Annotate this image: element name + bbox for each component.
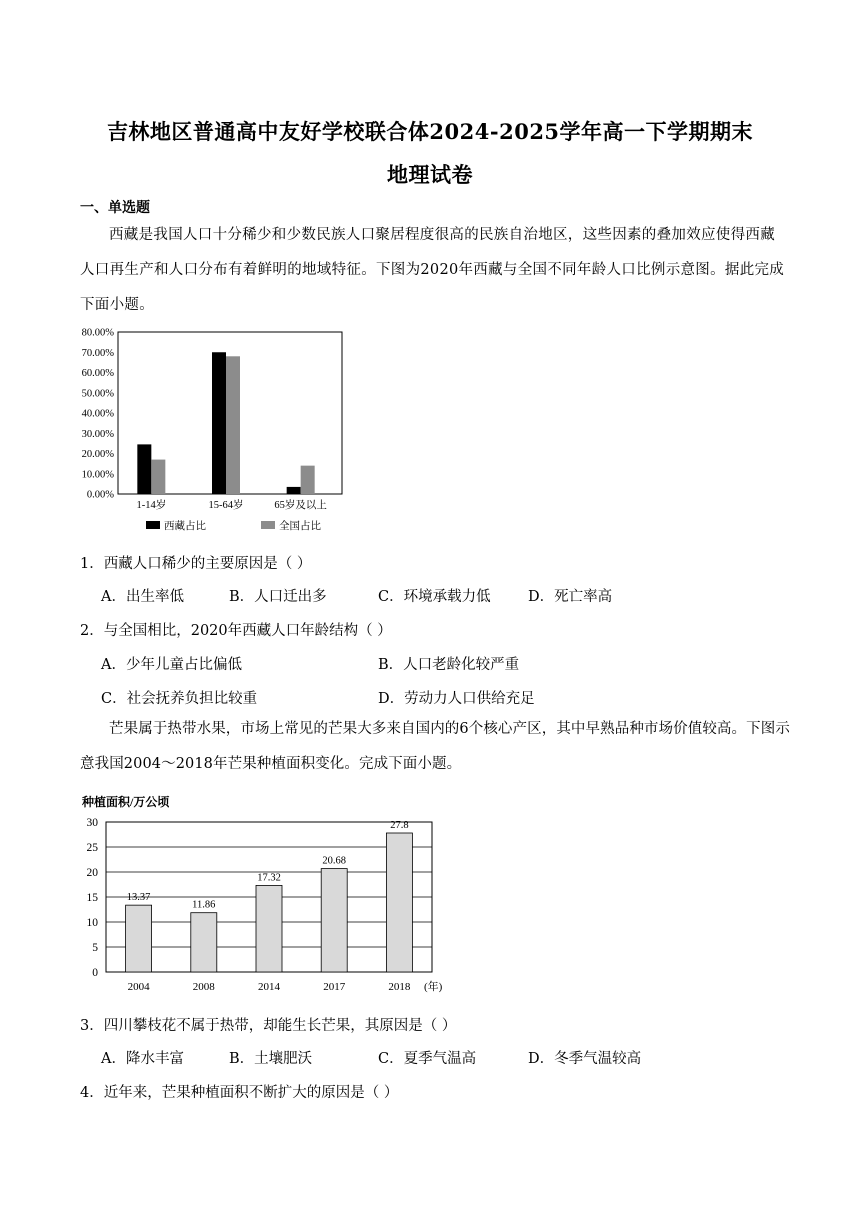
tibet-age-chart (70, 322, 360, 537)
x-tick-label: 1-14岁 (136, 500, 167, 511)
q2-option-a[interactable]: A．少年儿童占比偏低 (101, 657, 242, 673)
bar-2008 (191, 913, 217, 972)
legend-label: 西藏占比 (164, 521, 206, 532)
bar-2017 (321, 869, 347, 972)
x-tick-label: 15-64岁 (208, 500, 244, 511)
x-tick-label: 2017 (323, 981, 346, 993)
y-tick-label: 20.00% (81, 449, 114, 460)
q2-option-c[interactable]: C．社会抚养负担比较重 (101, 691, 258, 707)
section-heading: 一、单选题 (80, 200, 150, 216)
data-label: 27.8 (390, 820, 409, 831)
bar-2018 (386, 833, 412, 972)
y-tick-label: 50.00% (81, 388, 114, 400)
legend-swatch (261, 521, 275, 529)
passage-mango: 芒果属于热带水果，市场上常见的芒果大多来自国内的6个核心产区，其中早熟品种市场价值较高。下图示意我国2004～2018年芒果种植面积变化。完成下面小题。 (80, 721, 790, 772)
data-label: 20.68 (322, 855, 347, 867)
data-label: 13.37 (126, 892, 151, 904)
bar-national (226, 356, 240, 494)
bar-national (151, 460, 165, 494)
q2-option-d[interactable]: D．劳动力人口供给充足 (378, 691, 535, 707)
bar-national (301, 466, 315, 494)
q3-option-a[interactable]: A．降水丰富 (101, 1051, 184, 1067)
x-tick-label: 2008 (192, 981, 215, 993)
y-tick-label: 5 (92, 942, 98, 954)
q1-option-a[interactable]: A．出生率低 (101, 589, 184, 605)
passage-tibet: 西藏是我国人口十分稀少和少数民族人口聚居程度很高的民族自治地区，这些因素的叠加效应使得西藏人口再生产和人口分布有着鲜明的地域特征。下图为2020年西藏与全国不同年龄人口比例示意图。据此完成下面小题。 (80, 227, 785, 313)
y-tick-label: 0 (92, 967, 98, 979)
y-axis-label: 种植面积/万公顷 (82, 795, 170, 809)
q3-option-d[interactable]: D．冬季气温较高 (528, 1051, 642, 1067)
x-tick-label: 2004 (127, 981, 150, 993)
y-tick-label: 30 (86, 817, 98, 829)
y-tick-label: 60.00% (81, 368, 114, 379)
y-tick-label: 0.00% (86, 489, 114, 501)
legend-label: 全国占比 (279, 521, 321, 532)
y-tick-label: 10 (86, 917, 98, 929)
bar-2014 (256, 885, 282, 972)
question-1: 1．西藏人口稀少的主要原因是（ ） (80, 556, 312, 572)
y-tick-label: 10.00% (81, 469, 114, 481)
data-label: 17.32 (257, 872, 281, 884)
question-3: 3．四川攀枝花不属于热带，却能生长芒果，其原因是（ ） (80, 1018, 457, 1034)
x-tick-label: 2018 (388, 981, 411, 993)
q2-option-b[interactable]: B．人口老龄化较严重 (378, 657, 520, 673)
bar-2004 (126, 905, 152, 972)
q1-option-c[interactable]: C．环境承载力低 (378, 589, 491, 605)
y-tick-label: 30.00% (81, 428, 114, 440)
y-tick-label: 40.00% (81, 408, 114, 420)
bar-tibet (212, 352, 226, 494)
exam-title-line2: 地理试卷 (387, 162, 473, 187)
y-tick-label: 70.00% (81, 347, 114, 359)
q3-option-b[interactable]: B．土壤肥沃 (229, 1051, 313, 1067)
question-4: 4．近年来，芒果种植面积不断扩大的原因是（ ） (80, 1085, 399, 1101)
exam-title-line1: 吉林地区普通高中友好学校联合体2024-2025学年高一下学期期末 (106, 119, 754, 144)
y-tick-label: 20 (86, 867, 98, 879)
legend-swatch (146, 521, 160, 529)
question-2: 2．与全国相比，2020年西藏人口年龄结构（ ） (80, 623, 392, 639)
bar-tibet (287, 487, 301, 494)
y-tick-label: 25 (86, 842, 98, 854)
q3-option-c[interactable]: C．夏季气温高 (378, 1051, 477, 1067)
x-tick-label: 65岁及以上 (274, 500, 327, 511)
x-tick-label: 2014 (258, 981, 280, 993)
q1-option-d[interactable]: D．死亡率高 (528, 589, 613, 605)
y-tick-label: 80.00% (81, 327, 114, 339)
y-tick-label: 15 (86, 892, 98, 904)
q1-option-b[interactable]: B．人口迁出多 (229, 589, 327, 605)
data-label: 11.86 (192, 899, 216, 911)
bar-tibet (137, 444, 151, 494)
x-unit-label: (年) (424, 981, 443, 993)
mango-area-chart (70, 790, 450, 1000)
